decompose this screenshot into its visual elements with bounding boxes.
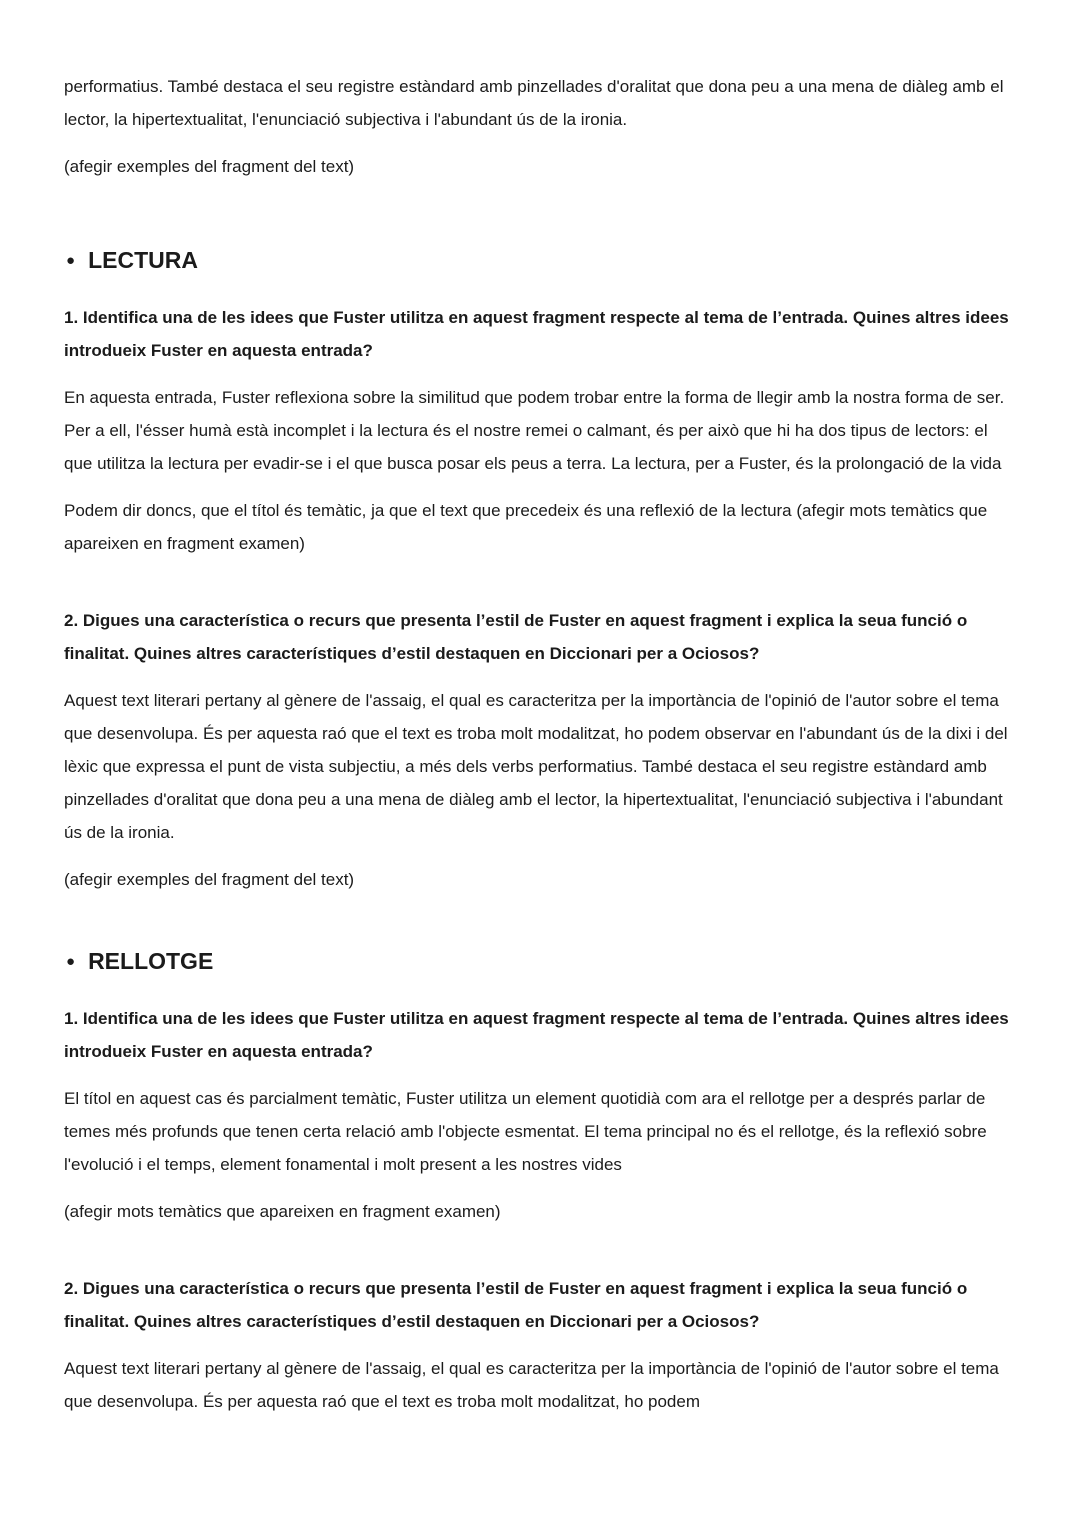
section-heading-rellotge (66, 946, 1016, 976)
lectura-answer-2: Aquest text literari pertany al gènere de l'assaig, el qual es caracteritza per la importància de l'opinió de l'autor sobre el tema que desenvolupa. És per aquesta raó que el text es troba molt modalitzat, ho podem observar en l'abundant ús de la dixi i del lèxic que expressa el punt de vista subjectiu, a més dels verbs performatius. També destaca el seu registre estàndard amb pinzellades d'oralitat que dona peu a una mena de diàleg amb el lector, la hipertextualitat, l'enunciació subjectiva i l'abundant ús de la ironia. (64, 691, 1008, 842)
lectura-answer-1: En aquesta entrada, Fuster reflexiona sobre la similitud que podem trobar entre la forma de llegir amb la nostra forma de ser. Per a ell, l'ésser humà està incomplet i la lectura és el nostre remei o calmant, és per això que hi ha dos tipus de lectors: el que utilitza la lectura per evadir-se i el que busca posar els peus a terra. La lectura, per a Fuster, és la prolongació de la vida (64, 388, 1005, 473)
spacer (64, 574, 1016, 604)
rellotge-question-1: 1. Identifica una de les idees que Fuster utilitza en aquest fragment respecte al tema de l’entrada. Quines altres idees introdueix Fuster en aquesta entrada? (64, 1009, 1009, 1061)
rellotge-question-2: 2. Digues una característica o recurs que presenta l’estil de Fuster en aquest fragment i explica la seua funció o finalitat. Quines altres característiques d’estil destaquen en Diccionari per a Ociosos? (64, 1279, 968, 1331)
intro-note: (afegir exemples del fragment del text) (64, 157, 355, 176)
spacer (64, 1242, 1016, 1272)
lectura-question-2: 2. Digues una característica o recurs que presenta l’estil de Fuster en aquest fragment i explica la seua funció o finalitat. Quines altres característiques d’estil destaquen en Diccionari per a Ociosos? (64, 611, 968, 663)
intro-continuation-paragraph: performatius. També destaca el seu registre estàndard amb pinzellades d'oralitat que dona peu a una mena de diàleg amb el lector, la hipertextualitat, l'enunciació subjectiva i l'abundant ús de la ironia. (64, 77, 1004, 129)
rellotge-answer-2: Aquest text literari pertany al gènere de l'assaig, el qual es caracteritza per la importància de l'opinió de l'autor sobre el tema que desenvolupa. És per aquesta raó que el text es troba molt modalitzat, ho podem (64, 1359, 999, 1411)
rellotge-answer-1: El títol en aquest cas és parcialment temàtic, Fuster utilitza un element quotidià com ara el rellotge per a després parlar de temes més profunds que tenen certa relació amb l'objecte esmentat. El tema principal no és el rellotge, és la reflexió sobre l'evolució i el temps, element fonamental i molt present a les nostres vides (64, 1089, 987, 1174)
section-title: RELLOTGE (88, 948, 214, 974)
section-heading-lectura (66, 245, 1016, 275)
bullet-icon: ● (66, 252, 76, 269)
lectura-answer-1-followup: Podem dir doncs, que el títol és temàtic, ja que el text que precedeix és una reflexió de la lectura (afegir mots temàtics que apareixen en fragment examen) (64, 501, 988, 553)
spacer (64, 197, 1016, 245)
section-title: LECTURA (88, 247, 198, 273)
bullet-icon: ● (66, 953, 76, 970)
lectura-question-1: 1. Identifica una de les idees que Fuster utilitza en aquest fragment respecte al tema de l’entrada. Quines altres idees introdueix Fuster en aquesta entrada? (64, 308, 1009, 360)
lectura-answer-2-note: (afegir exemples del fragment del text) (64, 870, 355, 889)
spacer (64, 910, 1016, 946)
rellotge-answer-1-note: (afegir mots temàtics que apareixen en fragment examen) (64, 1202, 501, 1221)
